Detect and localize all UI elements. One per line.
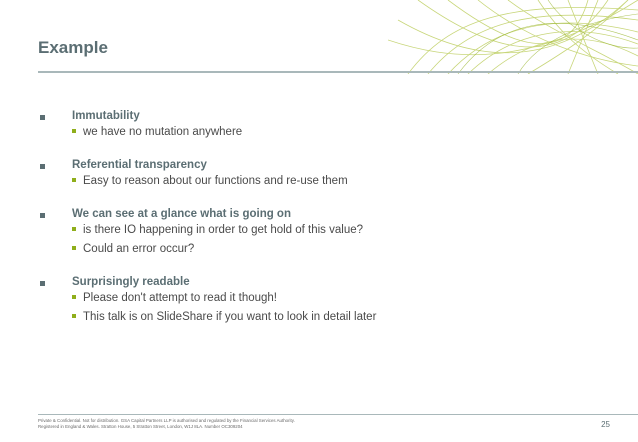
sub-bullet bbox=[72, 243, 194, 255]
decorative-swirl-graphic bbox=[388, 0, 638, 74]
sub-bullet-text: Easy to reason about our functions and re-use them bbox=[83, 175, 348, 187]
sub-bullet bbox=[72, 126, 242, 138]
sub-bullet bbox=[72, 224, 363, 236]
sub-bullet-marker bbox=[72, 227, 76, 231]
footer-line: Private & Confidential. Not for distribution. GSA Capital Partners LLP is authorised and regulated by the Financial Services Authority. bbox=[38, 418, 295, 423]
bullet-heading: Surprisingly readable bbox=[72, 276, 190, 288]
bullet-heading: Referential transparency bbox=[72, 159, 207, 171]
bullet-marker bbox=[40, 164, 45, 169]
sub-bullet-text: Could an error occur? bbox=[83, 243, 195, 255]
sub-bullet-marker bbox=[72, 178, 76, 182]
footer-line: Registered in England & Wales. Stratton House, 5 Stratton Street, London, W1J 8LA. Number OC309204 bbox=[38, 424, 243, 429]
footer-divider bbox=[38, 414, 638, 415]
sub-bullet-marker bbox=[72, 295, 76, 299]
bullet-heading: Immutability bbox=[72, 110, 140, 122]
sub-bullet-text: Please don't attempt to read it though! bbox=[83, 292, 277, 304]
page-number: 25 bbox=[601, 420, 610, 429]
bullet-marker bbox=[40, 115, 45, 120]
page-title: Example bbox=[38, 38, 108, 57]
sub-bullet bbox=[72, 311, 376, 323]
sub-bullet-marker bbox=[72, 314, 76, 318]
sub-bullet bbox=[72, 175, 348, 187]
sub-bullet-marker bbox=[72, 246, 76, 250]
bullet-marker bbox=[40, 213, 45, 218]
sub-bullet-text: is there IO happening in order to get hold of this value? bbox=[83, 224, 364, 236]
sub-bullet-text: This talk is on SlideShare if you want to look in detail later bbox=[83, 311, 377, 323]
bullet-marker bbox=[40, 281, 45, 286]
bullet-heading: We can see at a glance what is going on bbox=[72, 208, 291, 220]
footer-disclaimer bbox=[38, 418, 458, 430]
sub-bullet-marker bbox=[72, 129, 76, 133]
sub-bullet bbox=[72, 292, 277, 304]
title-divider bbox=[38, 71, 638, 73]
sub-bullet-text: we have no mutation anywhere bbox=[83, 126, 243, 138]
slide-header bbox=[0, 0, 638, 75]
